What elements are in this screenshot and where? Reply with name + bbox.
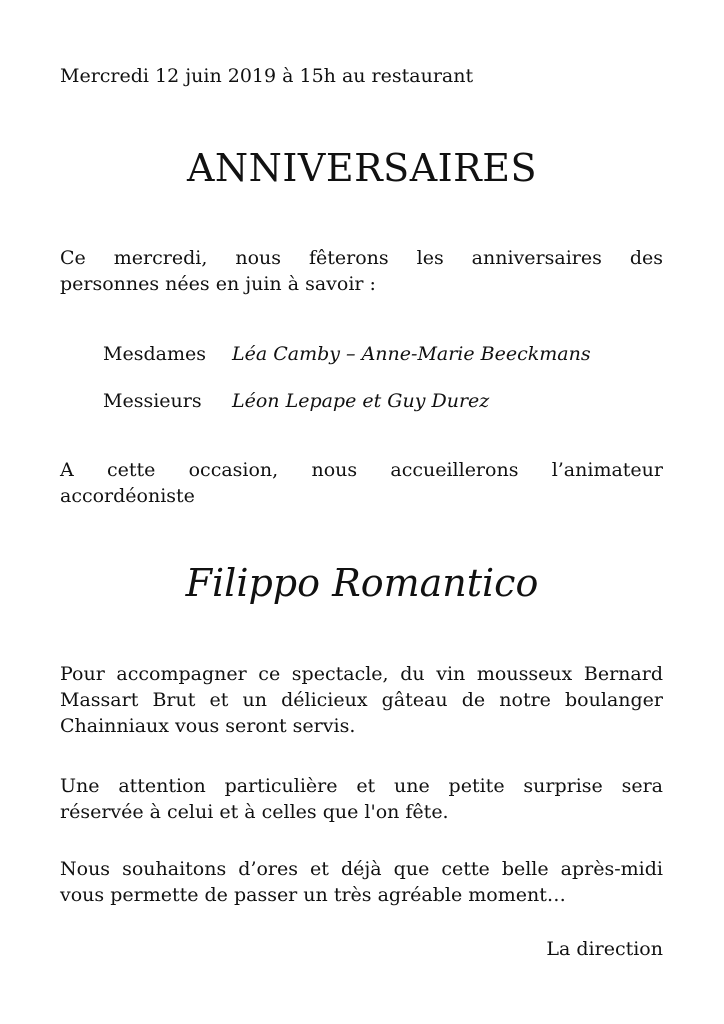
occasion-line-1: A cette occasion, nous accueillerons l’animateur — [60, 459, 663, 481]
surprise-paragraph — [60, 773, 663, 825]
celebrants-gentlemen — [103, 388, 489, 414]
wishes-line-1: Nous souhaitons d’ores et déjà que cette belle après-midi — [60, 858, 663, 880]
date-line: Mercredi 12 juin 2019 à 15h au restaurant — [60, 65, 474, 87]
occasion-line-2: accordéoniste — [60, 485, 195, 507]
artist-name: Filippo Romantico — [185, 561, 539, 605]
surprise-line-2: réservée à celui et à celles que l'on fête. — [60, 801, 449, 823]
celebrants-ladies — [103, 341, 591, 367]
refreshments-line-3: Chainniaux vous seront servis. — [60, 715, 356, 737]
wishes-line-2: vous permette de passer un très agréable moment… — [60, 884, 566, 906]
refreshments-paragraph — [60, 661, 663, 739]
celebrant-role: Mesdames — [103, 343, 206, 365]
intro-line-2: personnes nées en juin à savoir : — [60, 273, 376, 295]
intro-line-1: Ce mercredi, nous fêterons les anniversaires des — [60, 247, 663, 269]
intro-paragraph — [60, 245, 663, 297]
refreshments-line-2: Massart Brut et un délicieux gâteau de notre boulanger — [60, 689, 663, 711]
wishes-paragraph — [60, 856, 663, 908]
occasion-paragraph — [60, 457, 663, 509]
refreshments-line-1: Pour accompagner ce spectacle, du vin mousseux Bernard — [60, 663, 663, 685]
signature: La direction — [546, 938, 663, 960]
celebrant-names: Léa Camby – Anne-Marie Beeckmans — [232, 343, 591, 365]
page-title: ANNIVERSAIRES — [186, 146, 538, 190]
celebrant-role: Messieurs — [103, 390, 202, 412]
surprise-line-1: Une attention particulière et une petite surprise sera — [60, 775, 663, 797]
celebrant-names: Léon Lepape et Guy Durez — [232, 390, 490, 412]
